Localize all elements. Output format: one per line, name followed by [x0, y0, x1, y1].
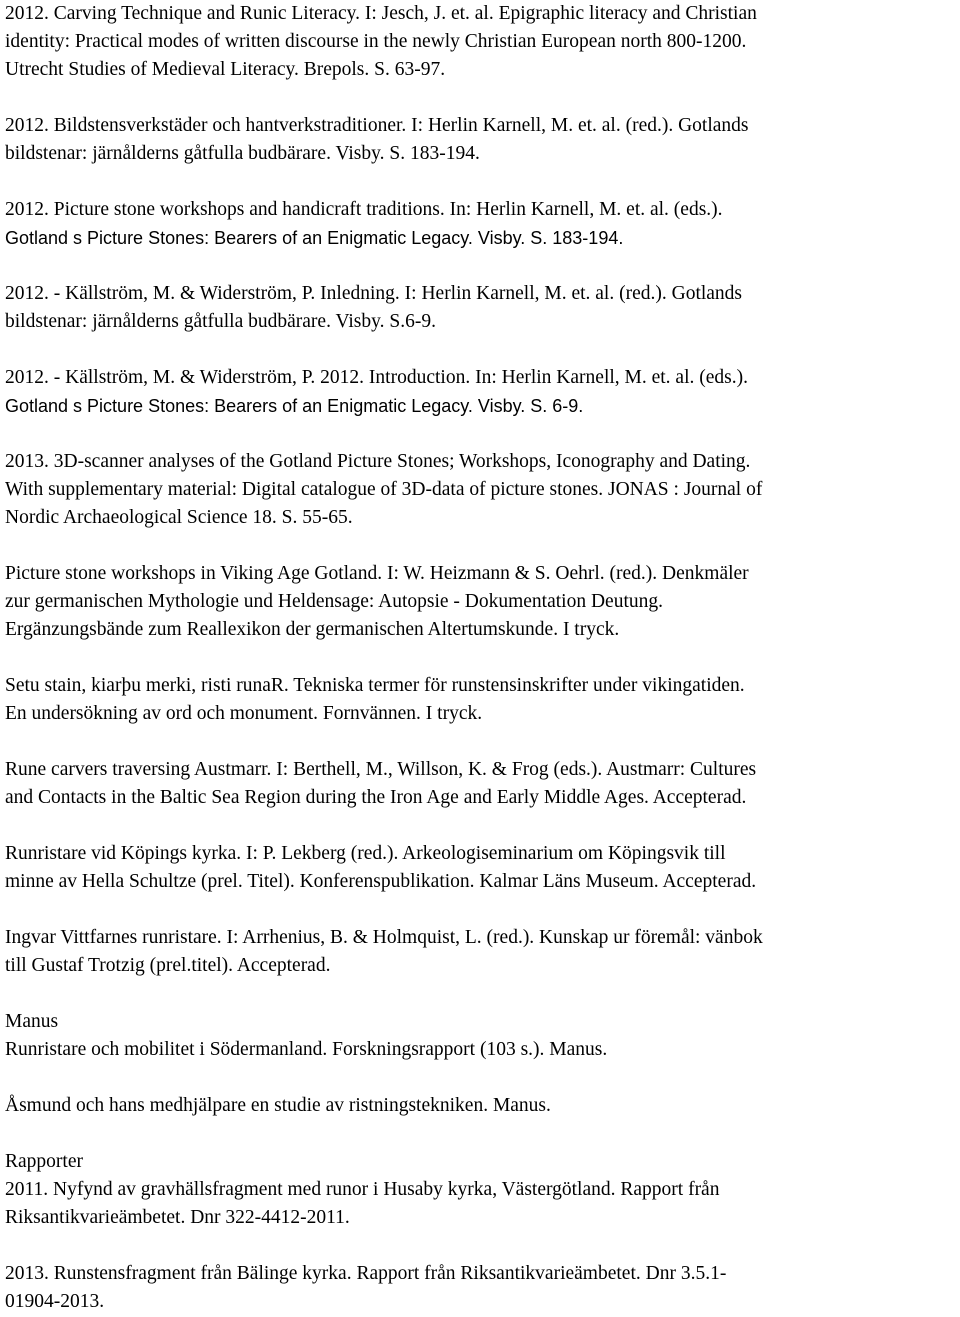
entry-line: minne av Hella Schultze (prel. Titel). Konferenspublikation. Kalmar Läns Museum. Accepterad. [5, 871, 757, 892]
entry-line: Ingvar Vittfarnes runristare. I: Arrhenius, B. & Holmquist, L. (red.). Kunskap ur föremål: vänbok [5, 927, 763, 948]
bibliography-entry [5, 280, 955, 336]
manus-section-item [5, 1092, 955, 1120]
entry-line: 2012. - Källström, M. & Widerström, P. 2012. Introduction. In: Herlin Karnell, M. et. al. (eds.). [5, 367, 748, 388]
entry-line: Gotland s Picture Stones: Bearers of an Enigmatic Legacy. Visby. S. 183-194. [5, 228, 624, 248]
bibliography-entry [5, 756, 955, 812]
bibliography-page [5, 0, 955, 1316]
manus-section [5, 1008, 955, 1064]
entry-line: Setu stain, kiarþu merki, risti runaR. Tekniska termer för runstensinskrifter under vikingatiden. [5, 675, 745, 696]
entry-line: bildstenar: järnålderns gåtfulla budbärare. Visby. S. 183-194. [5, 143, 480, 164]
entry-line: zur germanischen Mythologie und Heldensage: Autopsie - Dokumentation Deutung. [5, 591, 663, 612]
bibliography-entry [5, 840, 955, 896]
entry-line: En undersökning av ord och monument. Fornvännen. I tryck. [5, 703, 483, 724]
bibliography-entry [5, 196, 955, 252]
report-line: 01904-2013. [5, 1291, 105, 1312]
entry-line: Runristare vid Köpings kyrka. I: P. Lekberg (red.). Arkeologiseminarium om Köpingsvik till [5, 843, 726, 864]
entry-line: Utrecht Studies of Medieval Literacy. Brepols. S. 63-97. [5, 59, 446, 80]
entry-line: till Gustaf Trotzig (prel.titel). Accepterad. [5, 955, 331, 976]
report-entry [5, 1260, 955, 1316]
section-heading-rapporter: Rapporter [5, 1151, 83, 1172]
bibliography-entry [5, 0, 955, 84]
entry-line: 2012. Picture stone workshops and handicraft traditions. In: Herlin Karnell, M. et. al. (eds.). [5, 199, 723, 220]
bibliography-entry [5, 672, 955, 728]
bibliography-entry [5, 364, 955, 420]
bibliography-entry [5, 112, 955, 168]
report-line: 2013. Runstensfragment från Bälinge kyrka. Rapport från Riksantikvarieämbetet. Dnr 3.5.1- [5, 1263, 727, 1284]
report-line: Riksantikvarieämbetet. Dnr 322-4412-2011. [5, 1207, 350, 1228]
entry-line: 2012. Carving Technique and Runic Literacy. I: Jesch, J. et. al. Epigraphic literacy and Christian [5, 3, 757, 24]
entry-line: Ergänzungsbände zum Reallexikon der germanischen Altertumskunde. I tryck. [5, 619, 620, 640]
section-heading-manus: Manus [5, 1011, 59, 1032]
entry-line: 2013. 3D-scanner analyses of the Gotland Picture Stones; Workshops, Iconography and Dating. [5, 451, 751, 472]
report-line: 2011. Nyfynd av gravhällsfragment med runor i Husaby kyrka, Västergötland. Rapport från [5, 1179, 720, 1200]
entry-line: Rune carvers traversing Austmarr. I: Berthell, M., Willson, K. & Frog (eds.). Austmarr: Cultures [5, 759, 757, 780]
bibliography-entry [5, 448, 955, 532]
entry-line: Picture stone workshops in Viking Age Gotland. I: W. Heizmann & S. Oehrl. (red.). Denkmäler [5, 563, 749, 584]
bibliography-entry [5, 924, 955, 980]
rapporter-section [5, 1148, 955, 1232]
bibliography-entry [5, 560, 955, 644]
entry-line: Nordic Archaeological Science 18. S. 55-65. [5, 507, 353, 528]
entry-line: bildstenar: järnålderns gåtfulla budbärare. Visby. S.6-9. [5, 311, 436, 332]
entry-line: 2012. Bildstensverkstäder och hantverkstraditioner. I: Herlin Karnell, M. et. al. (red.). Gotlands [5, 115, 749, 136]
entry-line: identity: Practical modes of written discourse in the newly Christian European north 800-1200. [5, 31, 747, 52]
manus-item: Åsmund och hans medhjälpare en studie av ristningstekniken. Manus. [5, 1095, 551, 1116]
entry-line: 2012. - Källström, M. & Widerström, P. Inledning. I: Herlin Karnell, M. et. al. (red.). Gotlands [5, 283, 743, 304]
entry-line: Gotland s Picture Stones: Bearers of an Enigmatic Legacy. Visby. S. 6-9. [5, 396, 584, 416]
manus-item: Runristare och mobilitet i Södermanland. Forskningsrapport (103 s.). Manus. [5, 1039, 608, 1060]
entry-line: and Contacts in the Baltic Sea Region during the Iron Age and Early Middle Ages. Accepterad. [5, 787, 747, 808]
entry-line: With supplementary material: Digital catalogue of 3D-data of picture stones. JONAS : Journal of [5, 479, 763, 500]
